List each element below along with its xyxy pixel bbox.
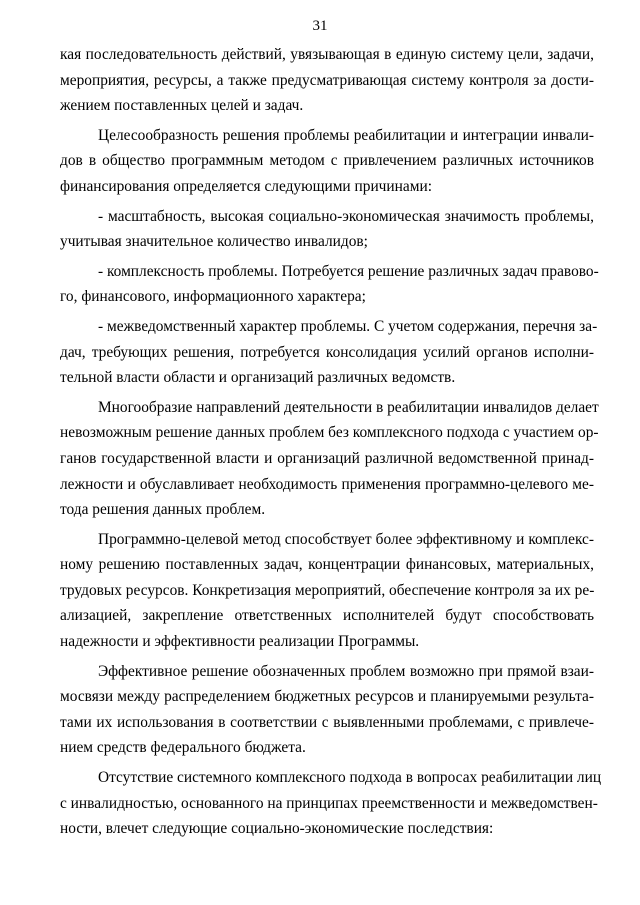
text-line: ному решению поставленных задач, концентрации финансовых, материальных, — [60, 556, 594, 574]
text-line: нием средств федерального бюджета. — [60, 739, 306, 757]
paragraph — [60, 395, 599, 523]
list-item — [60, 259, 599, 310]
list-item — [60, 204, 594, 255]
page-number: 31 — [312, 18, 328, 34]
document-body — [60, 42, 602, 842]
text-line: трудовых ресурсов. Конкретизация мероприятий, обеспечение контроля за их ре- — [60, 581, 595, 599]
paragraph — [60, 659, 594, 761]
text-line: - межведомственный характер проблемы. С учетом содержания, перечня за- — [98, 317, 598, 335]
text-line: мосвязи между распределением бюджетных ресурсов и планируемыми результа- — [60, 688, 594, 706]
text-line: - комплексность проблемы. Потребуется решение различных задач правово- — [98, 262, 599, 280]
text-line: Программно-целевой метод способствует более эффективному и комплекс- — [98, 530, 594, 548]
text-line: с инвалидностью, основанного на принципах преемственности и межведомствен- — [60, 794, 598, 812]
text-line: ализацией, закрепление ответственных исполнителей будут способствовать — [60, 607, 594, 625]
text-line: ности, влечет следующие социально-экономические последствия: — [60, 820, 494, 838]
text-line: финансирования определяется следующими причинами: — [60, 177, 432, 195]
paragraph — [60, 123, 594, 200]
text-line: Многообразие направлений деятельности в реабилитации инвалидов делает — [98, 398, 599, 416]
text-line: - масштабность, высокая социально-экономическая значимость проблемы, — [98, 207, 594, 225]
text-line: надежности и эффективности реализации Программы. — [60, 633, 420, 651]
text-line: учитывая значительное количество инвалидов; — [60, 233, 368, 251]
text-line: тельной власти области и организаций различных ведомств. — [60, 369, 456, 387]
text-line: го, финансового, информационного характера; — [60, 288, 366, 306]
text-line: Целесообразность решения проблемы реабилитации и интеграции инвали- — [98, 126, 594, 144]
paragraph — [60, 42, 594, 119]
text-line: дач, требующих решения, потребуется консолидация усилий органов исполни- — [60, 343, 594, 361]
text-line: кая последовательность действий, увязывающая в единую систему цели, задачи, — [60, 46, 594, 63]
text-line: тами их использования в соответствии с выявленными проблемами, с привлече- — [60, 713, 594, 731]
text-line: лежности и обуславливает необходимость применения программно-целевого ме- — [60, 475, 594, 493]
text-line: ганов государственной власти и организаций различной ведомственной принад- — [60, 449, 594, 467]
text-line: мероприятия, ресурсы, а также предусматривающая систему контроля за дости- — [60, 71, 594, 89]
text-line: Отсутствие системного комплексного подхода в вопросах реабилитации лиц — [98, 769, 602, 787]
text-line: тода решения данных проблем. — [60, 501, 266, 519]
list-item — [60, 314, 598, 391]
paragraph — [60, 527, 594, 655]
paragraph — [60, 765, 602, 842]
text-line: невозможным решение данных проблем без комплексного подхода с участием ор- — [60, 424, 599, 442]
text-line: дов в общество программным методом с привлечением различных источников — [60, 152, 594, 170]
text-line: жением поставленных целей и задач. — [60, 97, 304, 115]
text-line: Эффективное решение обозначенных проблем возможно при прямой взаи- — [98, 662, 594, 680]
